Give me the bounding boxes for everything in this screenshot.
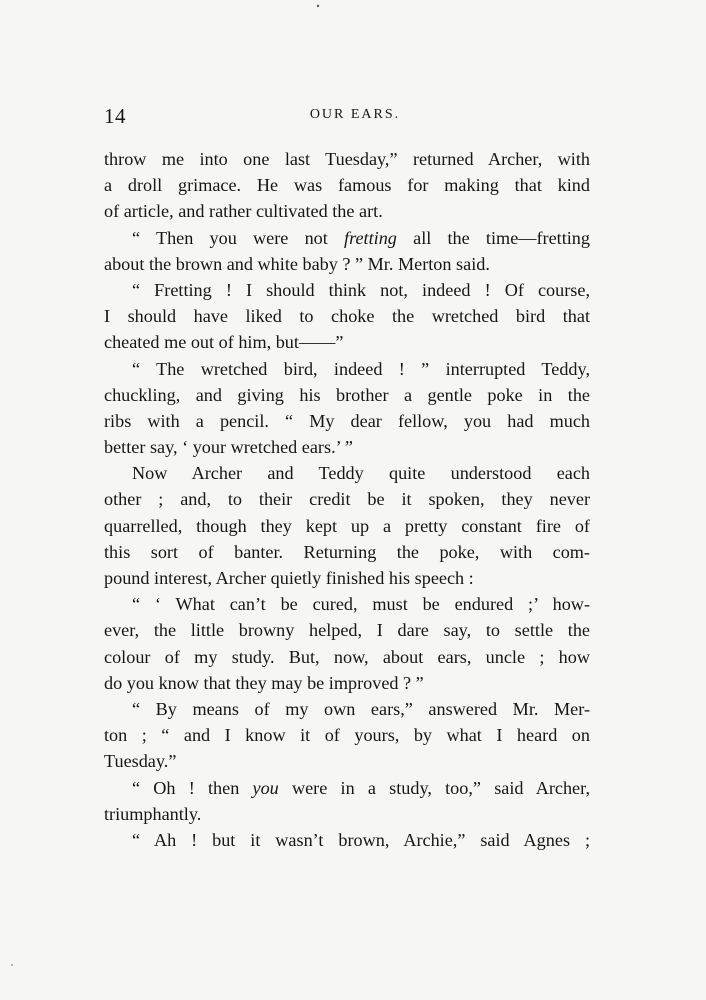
text-line: “ Ah ! but it wasn’t brown, Archie,” said Agnes ; [132,829,590,850]
text-line: about the brown and white baby ? ” Mr. Merton said. [104,253,490,274]
italic-word: fretting [344,227,397,248]
running-head: OUR EARS. [309,107,401,122]
text-line: ton ; “ and I know it of yours, by what I heard on [104,725,590,746]
text-line: throw me into one last Tuesday,” returned Archer, with [104,149,590,169]
italic-word: you [252,777,279,798]
text-segment: “ Oh ! then [132,777,253,798]
text-line: Tuesday.” [104,751,177,772]
text-line: pound interest, Archer quietly finished his speech : [104,568,474,588]
text-line: chuckling, and giving his brother a gentle poke in the [104,384,590,405]
text-line: other ; and, to their credit be it spoken, they never [104,489,590,510]
text-segment: “ Then you were not [132,227,345,248]
text-line: ribs with a pencil. “ My dear fellow, you had much [104,410,590,431]
text-line: cheated me out of him, but——” [104,332,344,353]
text-line [104,775,590,801]
page-header [104,104,590,134]
text-line: colour of my study. But, now, about ears, uncle ; how [104,646,590,667]
text-segment: all the time—fretting [396,227,590,248]
text-line: this sort of banter. Returning the poke, with com- [104,541,590,562]
text-line: ever, the little browny helped, I dare say, to settle the [104,620,590,641]
page-number: 14 [104,104,126,128]
text-line: “ Fretting ! I should think not, indeed ! Of course, [132,279,590,300]
text-line: a droll grimace. He was famous for making that kind [104,175,590,196]
text-line: triumphantly. [104,803,202,824]
text-line: quarrelled, though they kept up a pretty constant fire of [104,515,590,536]
text-line: “ By means of my own ears,” answered Mr. Mer- [132,698,590,719]
text-segment: were in a study, too,” said Archer, [278,777,590,798]
text-line: I should have liked to choke the wretched bird that [104,306,590,327]
text-line: Now Archer and Teddy quite understood each [132,463,590,484]
text-line: of article, and rather cultivated the art. [104,201,383,222]
text-line: do you know that they may be improved ? ” [104,672,424,693]
text-line: “ The wretched bird, indeed ! ” interrupted Teddy, [132,358,590,379]
text-line: better say, ‘ your wretched ears.’ ” [104,437,353,458]
text-line: “ ‘ What can’t be cured, must be endured ;’ how- [132,594,590,615]
text-line [104,225,590,251]
body-text [104,146,590,853]
